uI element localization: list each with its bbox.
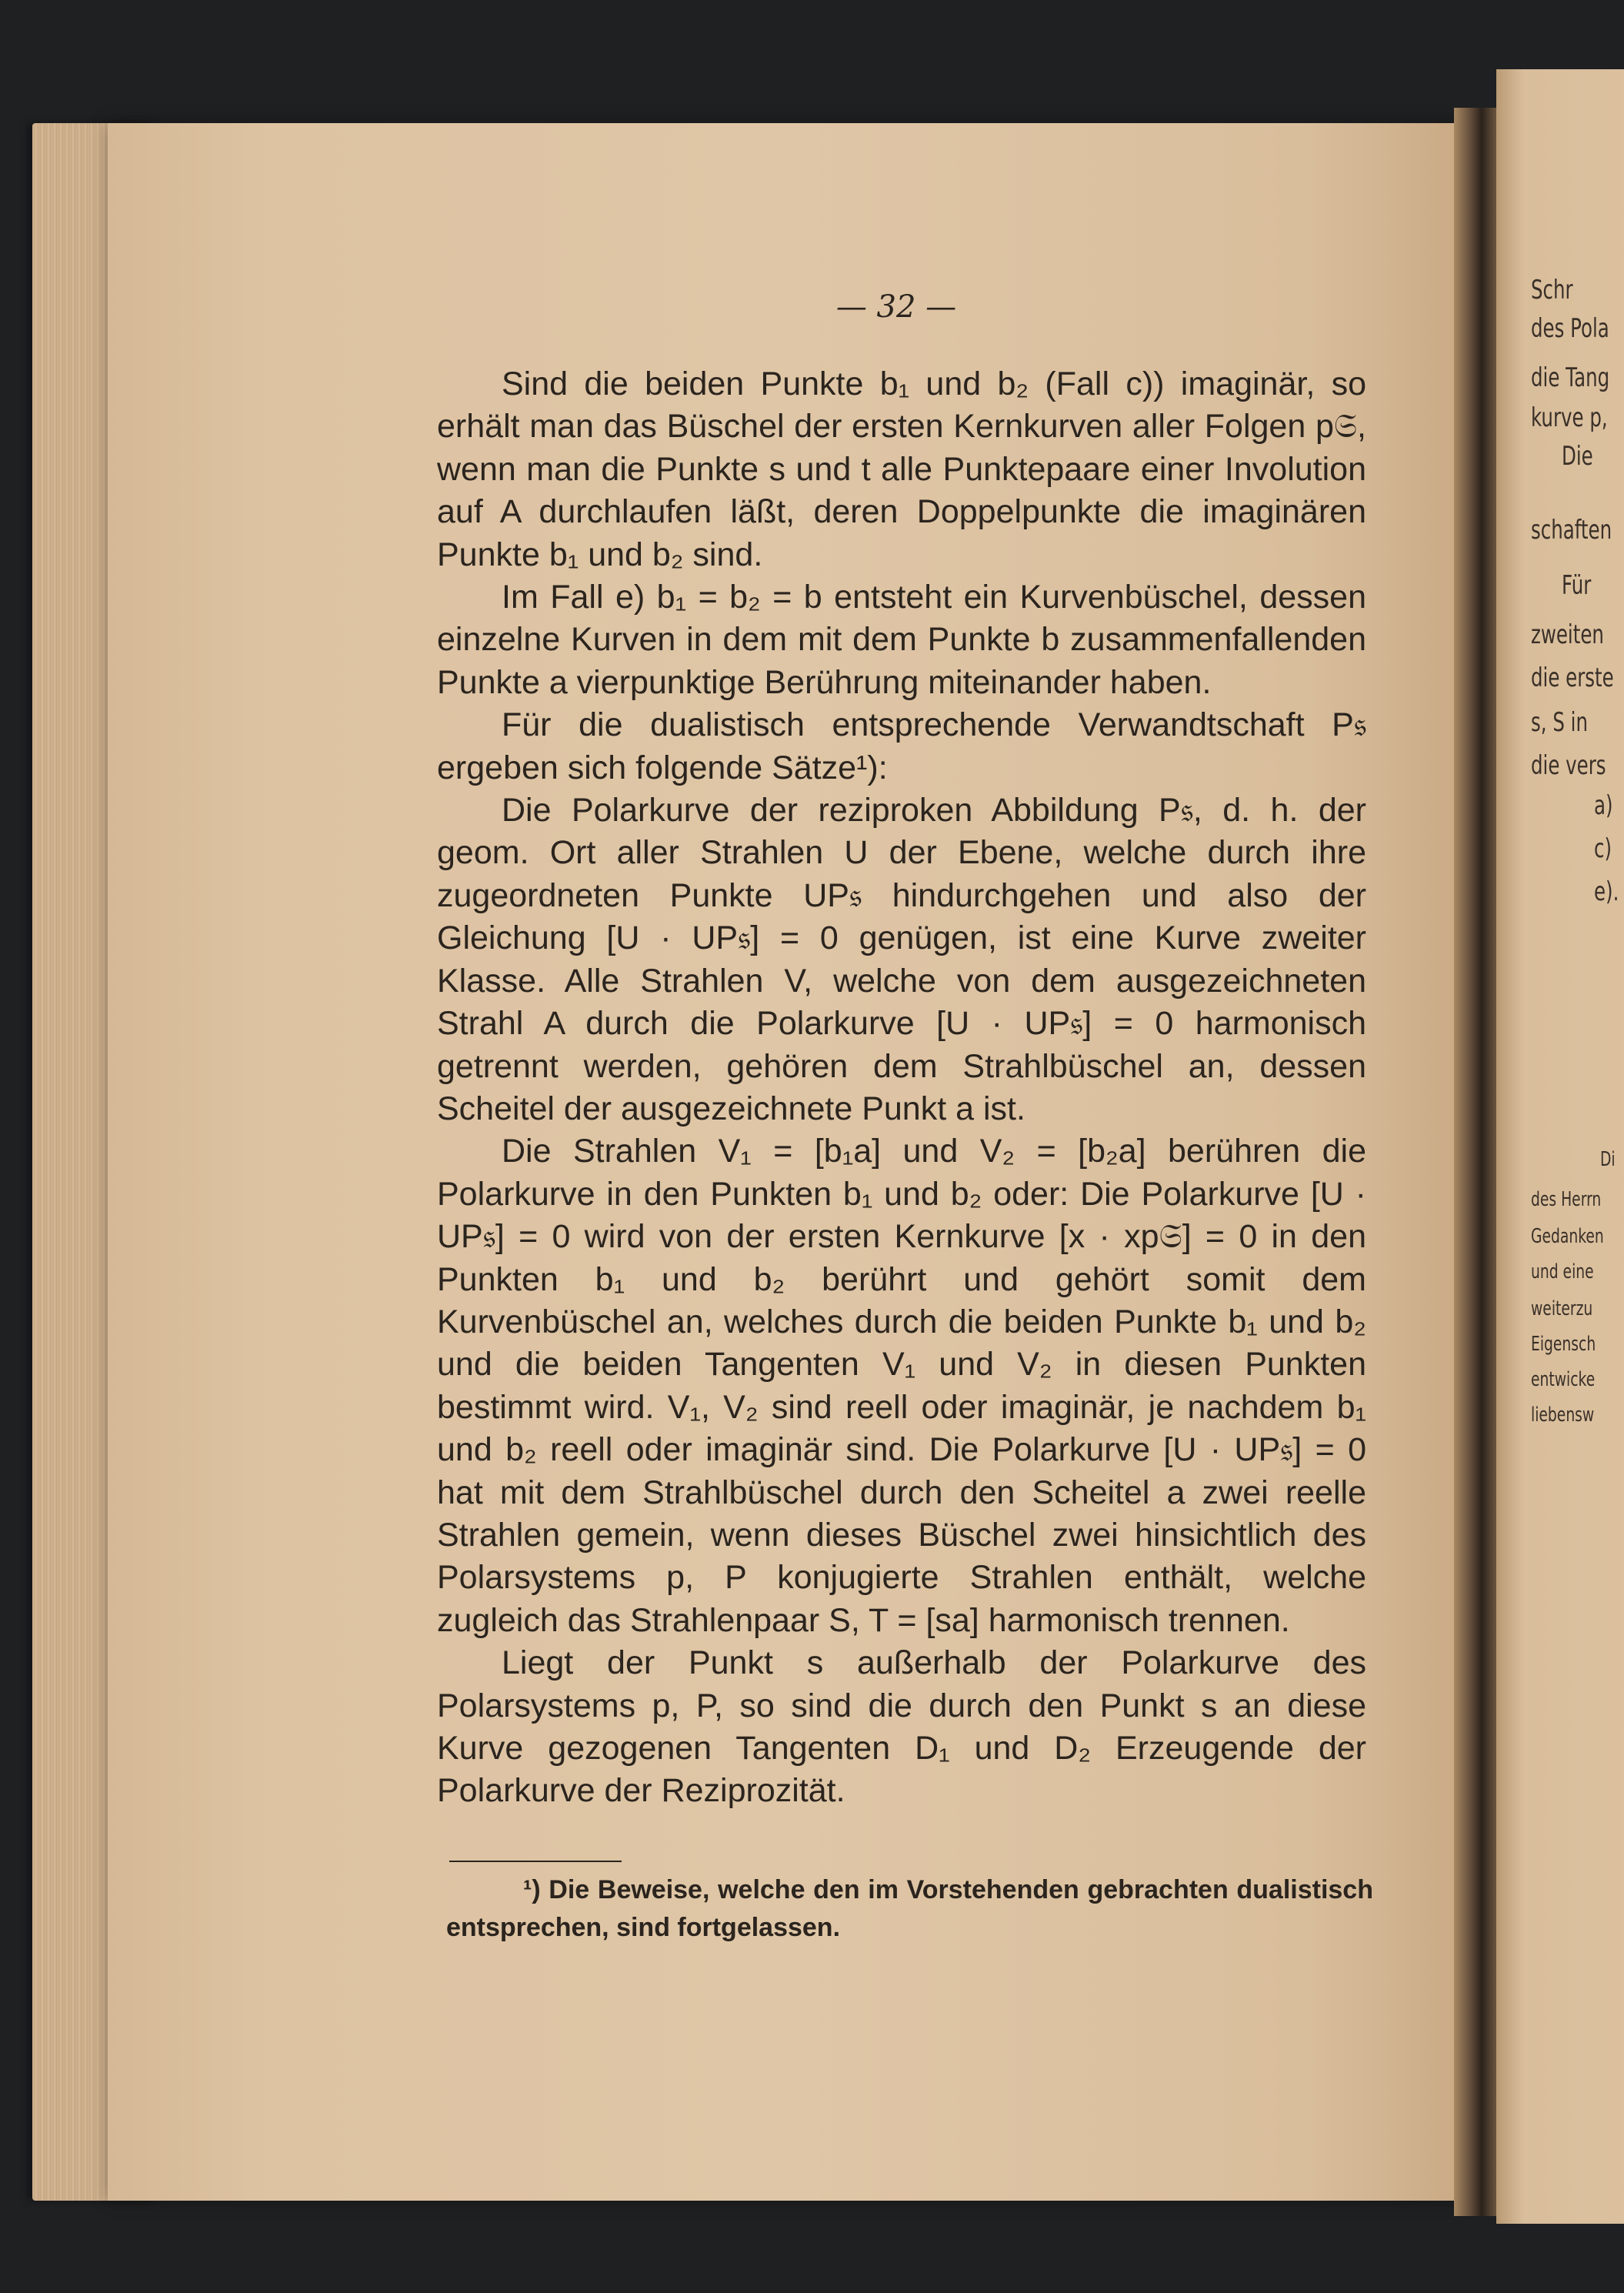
right-page-fragment: Für [1562, 570, 1592, 601]
paragraph: Liegt der Punkt s außerhalb der Polarkurve des Polarsystems p, P, so sind die durch den Punkt s an diese Kurve gezogenen Tangenten D₁ und D₂ Erzeugende der Polarkurve der Reziprozität. [437, 1644, 1366, 1810]
right-page-fragment: liebensw [1531, 1404, 1595, 1427]
footnote-rule [449, 1861, 622, 1862]
right-page-fragment: die erste [1531, 663, 1614, 693]
right-page-fragment: Die [1562, 441, 1593, 472]
right-page-fragment: Schr [1531, 275, 1573, 305]
footnote: ¹) Die Beweise, welche den im Vorstehenden gebrachten dualistisch entsprechen, sind fortgelassen. [446, 1875, 1373, 1942]
paragraph: Für die dualistisch entsprechende Verwandtschaft P𝔰 ergeben sich folgende Sätze¹): [437, 706, 1366, 786]
paragraph: Im Fall e) b₁ = b₂ = b entsteht ein Kurvenbüschel, dessen einzelne Kurven in dem mit dem Punkte b zusammenfallenden Punkte a vierpunktige Berührung miteinander haben. [437, 579, 1366, 701]
right-page-fragment: des Herrn [1531, 1188, 1602, 1211]
right-page-fragment: die Tang [1531, 362, 1610, 393]
right-page-fragment: weiterzu [1531, 1297, 1593, 1320]
right-page-fragment: Eigensch [1531, 1333, 1596, 1356]
paragraph: Die Strahlen V₁ = [b₁a] und V₂ = [b₂a] berühren die Polarkurve in den Punkten b₁ und b₂ oder: Die Polarkurve [U · UP𝔰] = 0 wird von der ersten Kernkurve [x · xp𝔖] = 0 in den Punkten b₁ und b₂ berührt und gehört somit dem Kurvenbüschel an, welches durch die beiden Punkte b₁ und b₂ und die beiden Tangenten V₁ und V₂ in diesen Punkten bestimmt wird. V₁, V₂ sind reell oder imaginär, je nachdem b₁ und b₂ reell oder imaginär sind. Die Polarkurve [U · UP𝔰] = 0 hat mit dem Strahlbüschel durch den Scheitel a zwei reelle Strahlen gemein, wenn dieses Büschel zwei hinsichtlich des Polarsystems p, P konjugierte Strahlen enthält, welche zugleich das Strahlenpaar S, T = [sa] harmonisch trennen. [437, 1133, 1366, 1639]
paragraph: Die Polarkurve der reziproken Abbildung P𝔰, d. h. der geom. Ort aller Strahlen U der Ebene, welche durch ihre zugeordneten Punkte UP𝔰 hindurchgehen und also der Gleichung [U · UP𝔰] = 0 genügen, ist eine Kurve zweiter Klasse. Alle Strahlen V, welche von dem ausgezeichneten Strahl A durch die Polarkurve [U · UP𝔰] = 0 harmonisch getrennt werden, gehören dem Strahlbüschel an, dessen Scheitel der ausgezeichnete Punkt a ist. [437, 792, 1366, 1127]
right-page-fragment: e). [1594, 876, 1619, 907]
right-page-fragment: schaften [1531, 515, 1612, 546]
page-number: — 32 — [835, 289, 957, 325]
right-page-fragment: a) [1594, 790, 1613, 821]
right-page-fragment: des Pola [1531, 313, 1609, 344]
right-page-fragment: zweiten [1531, 619, 1604, 650]
right-page-fragment: und eine [1531, 1260, 1594, 1283]
right-page-fragment: kurve p, [1531, 402, 1608, 433]
paragraph: Sind die beiden Punkte b₁ und b₂ (Fall c)) imaginär, so erhält man das Büschel der ersten Kernkurven aller Folgen p𝔖, wenn man die Punkte s und t alle Punktepaare einer Involution auf A durchlaufen läßt, deren Doppelpunkte die imaginären Punkte b₁ und b₂ sind. [437, 365, 1366, 573]
body-text [437, 363, 1366, 1813]
right-page-fragment: Gedanken [1531, 1225, 1604, 1248]
right-page-fragment: die vers [1531, 750, 1606, 781]
right-page-fragment: entwicke [1531, 1368, 1596, 1391]
right-page-fragment: s, S in [1531, 707, 1588, 738]
right-page-fragment: Di [1600, 1148, 1616, 1171]
right-page-fragment: c) [1594, 833, 1612, 864]
book-gutter [1454, 108, 1500, 2216]
